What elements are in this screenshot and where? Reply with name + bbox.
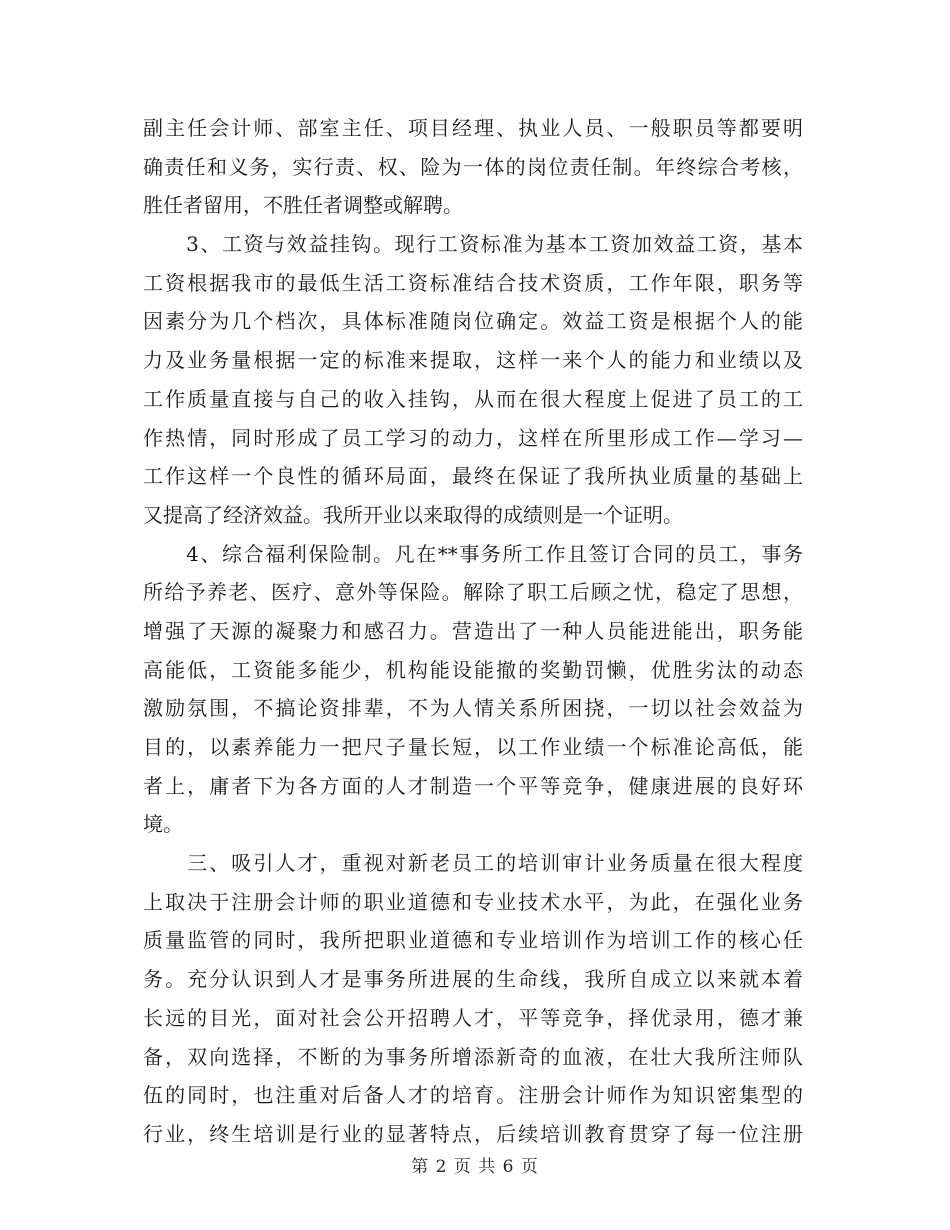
text-line: 目的，以素养能力一把尺子量长短，以工作业绩一个标准论高低，能 — [143, 735, 803, 759]
text-line: 确责任和义务，实行责、权、险为一体的岗位责任制。年终综合考核， — [143, 154, 803, 179]
document-body — [143, 109, 803, 1154]
text-line: 长远的目光，面对社会公开招聘人才，平等竞争，择优录用，德才兼 — [143, 1005, 803, 1030]
text-line: 伍的同时，也注重对后备人才的培育。注册会计师作为知识密集型的 — [143, 1083, 803, 1108]
text-line: 质量监管的同时，我所把职业道德和专业培训作为培训工作的核心任 — [143, 928, 803, 953]
text-line: 副主任会计师、部室主任、项目经理、执业人员、一般职员等都要明 — [143, 116, 803, 140]
text-line: 作热情，同时形成了员工学习的动力，这样在所里形成工作—学习— — [143, 425, 803, 450]
text-line: 者上，庸者下为各方面的人才制造一个平等竞争，健康进展的良好环 — [143, 773, 803, 798]
text-line: 又提高了经济效益。我所开业以来取得的成绩则是一个证明。 — [143, 502, 683, 527]
text-line: 因素分为几个档次，具体标准随岗位确定。效益工资是根据个人的能 — [143, 309, 803, 334]
text-line: 增强了天源的凝聚力和感召力。营造出了一种人员能进能出，职务能 — [143, 618, 803, 643]
text-line: 工资根据我市的最低生活工资标准结合技术资质，工作年限，职务等 — [143, 270, 803, 295]
text-line: 务。充分认识到人才是事务所进展的生命线，我所自成立以来就本着 — [143, 967, 803, 992]
text-line: 3、工资与效益挂钩。现行工资标准为基本工资加效益工资，基本 — [143, 232, 803, 257]
text-line: 上取决于注册会计师的职业道德和专业技术水平，为此，在强化业务 — [143, 889, 803, 914]
page-number-footer: 第 2 页 共 6 页 — [411, 1157, 539, 1177]
text-line: 工作这样一个良性的循环局面，最终在保证了我所执业质量的基础上 — [143, 464, 803, 489]
text-line: 行业，终生培训是行业的显著特点，后续培训教育贯穿了每一位注册 — [143, 1121, 803, 1146]
text-line: 境。 — [143, 812, 183, 837]
text-line: 三、吸引人才，重视对新老员工的培训审计业务质量在很大程度 — [143, 851, 803, 876]
text-line: 工作质量直接与自己的收入挂钩，从而在很大程度上促进了员工的工 — [143, 386, 803, 411]
text-line: 胜任者留用，不胜任者调整或解聘。 — [143, 193, 463, 218]
text-line: 高能低，工资能多能少，机构能设能撤的奖勤罚懒，优胜劣汰的动态 — [143, 657, 803, 682]
text-line: 所给予养老、医疗、意外等保险。解除了职工后顾之忧，稳定了思想， — [143, 580, 803, 605]
text-line: 激励氛围，不搞论资排辈，不为人情关系所困挠，一切以社会效益为 — [143, 696, 803, 721]
text-line: 备，双向选择，不断的为事务所增添新奇的血液，在壮大我所注师队 — [143, 1044, 803, 1069]
text-line: 4、综合福利保险制。凡在**事务所工作且签订合同的员工，事务 — [143, 541, 803, 566]
text-line: 力及业务量根据一定的标准来提取，这样一来个人的能力和业绩以及 — [143, 348, 803, 373]
